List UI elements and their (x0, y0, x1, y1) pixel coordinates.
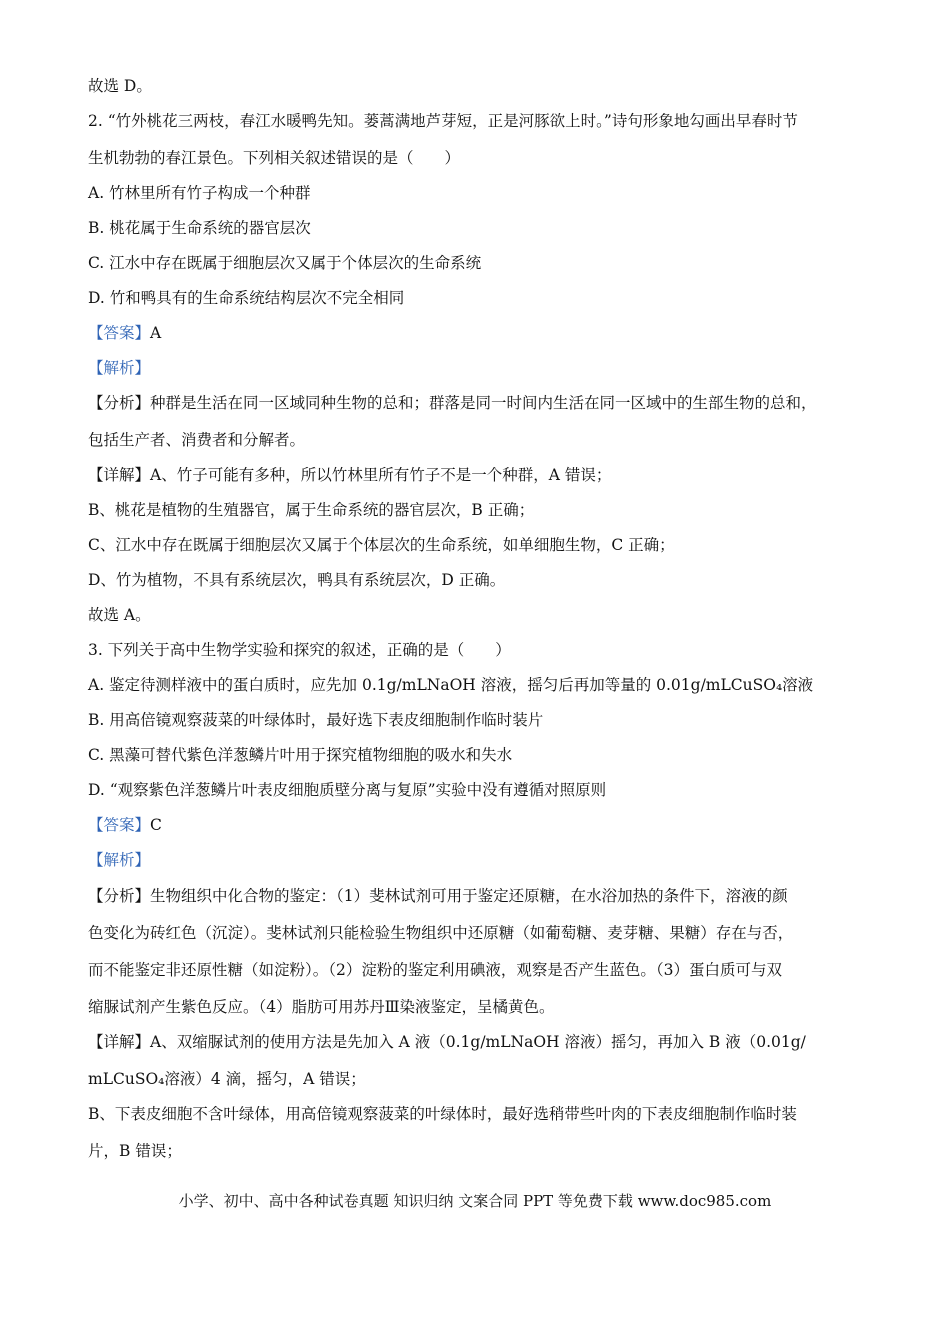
page-footer: 小学、初中、高中各种试卷真题 知识归纳 文案合同 PPT 等免费下载 www.doc985.com (178, 1192, 772, 1210)
section-label: 【详解】 (88, 1033, 151, 1051)
text-line: D、竹为植物，不具有系统层次，鸭具有系统层次，D 正确。 (88, 571, 506, 589)
text-line: 包括生产者、消费者和分解者。 (88, 431, 306, 449)
analysis-tag: 【解析】 (88, 851, 151, 869)
analysis-tag: 【解析】 (88, 359, 151, 377)
option-c: C. 江水中存在既属于细胞层次又属于个体层次的生命系统 (88, 254, 482, 272)
text-line: B、桃花是植物的生殖器官，属于生命系统的器官层次，B 正确； (88, 501, 535, 519)
text-line: 而不能鉴定非还原性糖（如淀粉）。（2）淀粉的鉴定利用碘液，观察是否产生蓝色。（3）蛋白质可与双 (88, 961, 782, 979)
analysis-line: 【分析】种群是生活在同一区域同种生物的总和；群落是同一时间内生活在同一区域中的生部生物的总和， (88, 394, 817, 412)
answer-tag: 【答案】 (88, 816, 151, 834)
text-line: 缩脲试剂产生紫色反应。（4）脂肪可用苏丹Ⅲ染液鉴定，呈橘黄色。 (88, 998, 555, 1016)
text-line: mLCuSO₄溶液）4 滴，摇匀，A 错误； (88, 1070, 366, 1088)
text-line: 生机勃勃的春江景色。下列相关叙述错误的是（ ） (88, 149, 461, 167)
text-line: B、下表皮细胞不含叶绿体，用高倍镜观察菠菜的叶绿体时，最好选稍带些叶肉的下表皮细胞制作临时装 (88, 1105, 797, 1123)
section-label: 【详解】 (88, 466, 151, 484)
option-d: D. 竹和鸭具有的生命系统结构层次不完全相同 (88, 289, 405, 307)
option-b: B. 桃花属于生命系统的器官层次 (88, 219, 311, 237)
answer-line: 【答案】A (88, 324, 162, 342)
option-a: A. 鉴定待测样液中的蛋白质时，应先加 0.1g/mLNaOH 溶液，摇匀后再加等量的 0.01g/mLCuSO₄溶液 (88, 676, 814, 694)
question-3-stem: 3. 下列关于高中生物学实验和探究的叙述，正确的是（ ） (88, 641, 511, 659)
text-line: C、江水中存在既属于细胞层次又属于个体层次的生命系统，如单细胞生物，C 正确； (88, 536, 675, 554)
option-d: D. “观察紫色洋葱鳞片叶表皮细胞质壁分离与复原”实验中没有遵循对照原则 (88, 781, 607, 799)
section-label: 【分析】 (88, 887, 151, 905)
analysis-heading (88, 357, 878, 379)
section-label: 【分析】 (88, 394, 151, 412)
option-a: A. 竹林里所有竹子构成一个种群 (88, 184, 311, 202)
text-line: 色变化为砖红色（沉淀）。斐林试剂只能检验生物组织中还原糖（如葡萄糖、麦芽糖、果糖）存在与否， (88, 924, 794, 942)
question-2-stem: 2. “竹外桃花三两枝，春江水暖鸭先知。蒌蒿满地芦芽短，正是河豚欲上时。”诗句形象地勾画出早春时节 (88, 112, 798, 130)
option-b: B. 用高倍镜观察菠菜的叶绿体时，最好选下表皮细胞制作临时装片 (88, 711, 544, 729)
detail-line: 【详解】A、双缩脲试剂的使用方法是先加入 A 液（0.1g/mLNaOH 溶液）摇匀，再加入 B 液（0.01g/ (88, 1033, 806, 1051)
analysis-heading (88, 849, 878, 871)
text-line: 故选 D。 (88, 77, 152, 95)
text-line: 故选 A。 (88, 606, 151, 624)
detail-line: 【详解】A、竹子可能有多种，所以竹林里所有竹子不是一个种群，A 错误； (88, 466, 612, 484)
option-c: C. 黑藻可替代紫色洋葱鳞片叶用于探究植物细胞的吸水和失水 (88, 746, 513, 764)
text-line: 片，B 错误； (88, 1142, 182, 1160)
answer-tag: 【答案】 (88, 324, 151, 342)
answer-line: 【答案】C (88, 816, 162, 834)
analysis-line: 【分析】生物组织中化合物的鉴定：（1）斐林试剂可用于鉴定还原糖，在水浴加热的条件下，溶液的颜 (88, 887, 788, 905)
